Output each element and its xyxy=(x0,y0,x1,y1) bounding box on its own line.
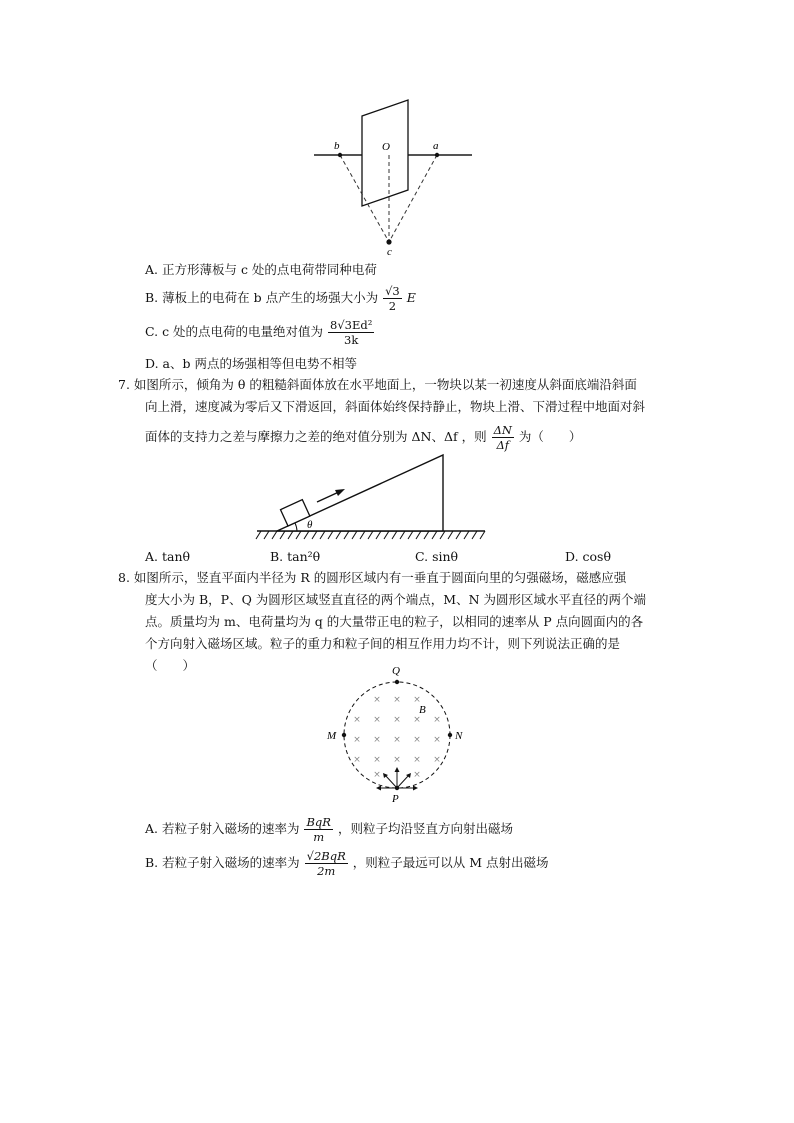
q7-option-a: A. tanθ xyxy=(145,549,191,564)
svg-text:×: × xyxy=(373,715,381,725)
svg-text:×: × xyxy=(393,695,401,705)
label-b: b xyxy=(334,140,340,152)
q6-option-c: C. c 处的点电荷的电量绝对值为 $\frac{\text{8√3Ed²}}{3k}$ xyxy=(145,318,373,347)
label-Q: Q xyxy=(392,665,400,677)
svg-text:×: × xyxy=(353,735,361,745)
point-c xyxy=(386,239,391,244)
ground-hatch xyxy=(256,531,485,539)
svg-text:×: × xyxy=(393,715,401,725)
label-c: c xyxy=(387,246,392,258)
svg-text:×: × xyxy=(373,695,381,705)
q7-line-2: 向上滑，速度减为零后又下滑返回，斜面体始终保持静止，物块上滑、下滑过程中地面对斜 xyxy=(145,399,646,414)
q7-option-d: D. cosθ xyxy=(565,549,611,564)
q8-option-a: A. 若粒子射入磁场的速率为 $\frac{\text{BqR}}{m}$ ，则粒子均沿竖直方向射出磁场 xyxy=(145,815,513,844)
q7-option-c: C. sinθ xyxy=(415,549,459,564)
label-O: O xyxy=(382,141,390,153)
q8-line-4: 个方向射入磁场区域。粒子的重力和粒子间的相互作用力均不计，则下列说法正确的是 xyxy=(145,636,621,651)
incline-figure xyxy=(255,450,490,545)
theta-label: θ xyxy=(307,519,313,531)
q6-option-d: D. a、b 两点的场强相等但电势不相等 xyxy=(145,356,357,371)
velocity-arrows xyxy=(379,770,415,788)
label-a: a xyxy=(433,140,439,152)
label-M: M xyxy=(327,730,337,742)
point-N xyxy=(448,733,452,737)
svg-text:×: × xyxy=(413,715,421,725)
q6-option-b: B. 薄板上的电荷在 b 点产生的场强大小为 $\frac{√3}{2}$ E xyxy=(145,284,416,313)
svg-text:×: × xyxy=(373,755,381,765)
label-B: B xyxy=(419,704,426,716)
q6-option-a: A. 正方形薄板与 c 处的点电荷带同种电荷 xyxy=(145,262,377,277)
q8-line-1: 8. 如图所示，竖直平面内半径为 R 的圆形区域内有一垂直于圆面向里的匀强磁场，磁感应强 xyxy=(118,570,627,585)
q7-option-b: B. tan²θ xyxy=(270,549,321,564)
svg-text:×: × xyxy=(353,715,361,725)
svg-text:×: × xyxy=(393,755,401,765)
q7-line-1: 7. 如图所示，倾角为 θ 的粗糙斜面体放在水平地面上，一物块以某一初速度从斜面底端沿斜面 xyxy=(118,377,637,392)
velocity-arrowhead xyxy=(335,489,345,496)
q7-line-3: 面体的支持力之差与摩擦力之差的绝对值分别为 ΔN、Δf ，则 $\frac{\Delta N}{\Delta f}$ 为（ ） xyxy=(145,423,582,452)
svg-text:×: × xyxy=(373,735,381,745)
magnetic-field-figure xyxy=(318,660,478,805)
svg-text:×: × xyxy=(353,755,361,765)
label-N: N xyxy=(455,730,463,742)
plate-figure xyxy=(300,90,490,260)
q8-option-b: B. 若粒子射入磁场的速率为 $\frac{\text{√2BqR}}{2m}$ ，则粒子最远可以从 M 点射出磁场 xyxy=(145,849,549,878)
square-plate xyxy=(362,100,408,206)
q8-line-2: 度大小为 B，P、Q 为圆形区域竖直直径的两个端点，M、N 为圆形区域水平直径的两个端 xyxy=(145,592,647,607)
q8-line-5: （ ） xyxy=(145,658,196,673)
svg-text:×: × xyxy=(413,735,421,745)
svg-text:×: × xyxy=(413,695,421,705)
svg-text:×: × xyxy=(413,770,421,780)
point-M xyxy=(342,733,346,737)
svg-text:×: × xyxy=(413,755,421,765)
point-b xyxy=(338,153,342,157)
point-a xyxy=(435,153,439,157)
svg-text:×: × xyxy=(373,770,381,780)
label-P: P xyxy=(392,793,399,805)
svg-text:×: × xyxy=(433,735,441,745)
q8-line-3: 点。质量均为 m、电荷量均为 q 的大量带正电的粒子，以相同的速率从 P 点向圆面内的各 xyxy=(145,614,644,629)
svg-text:×: × xyxy=(433,755,441,765)
point-Q xyxy=(395,680,399,684)
svg-text:×: × xyxy=(393,735,401,745)
svg-text:×: × xyxy=(433,715,441,725)
